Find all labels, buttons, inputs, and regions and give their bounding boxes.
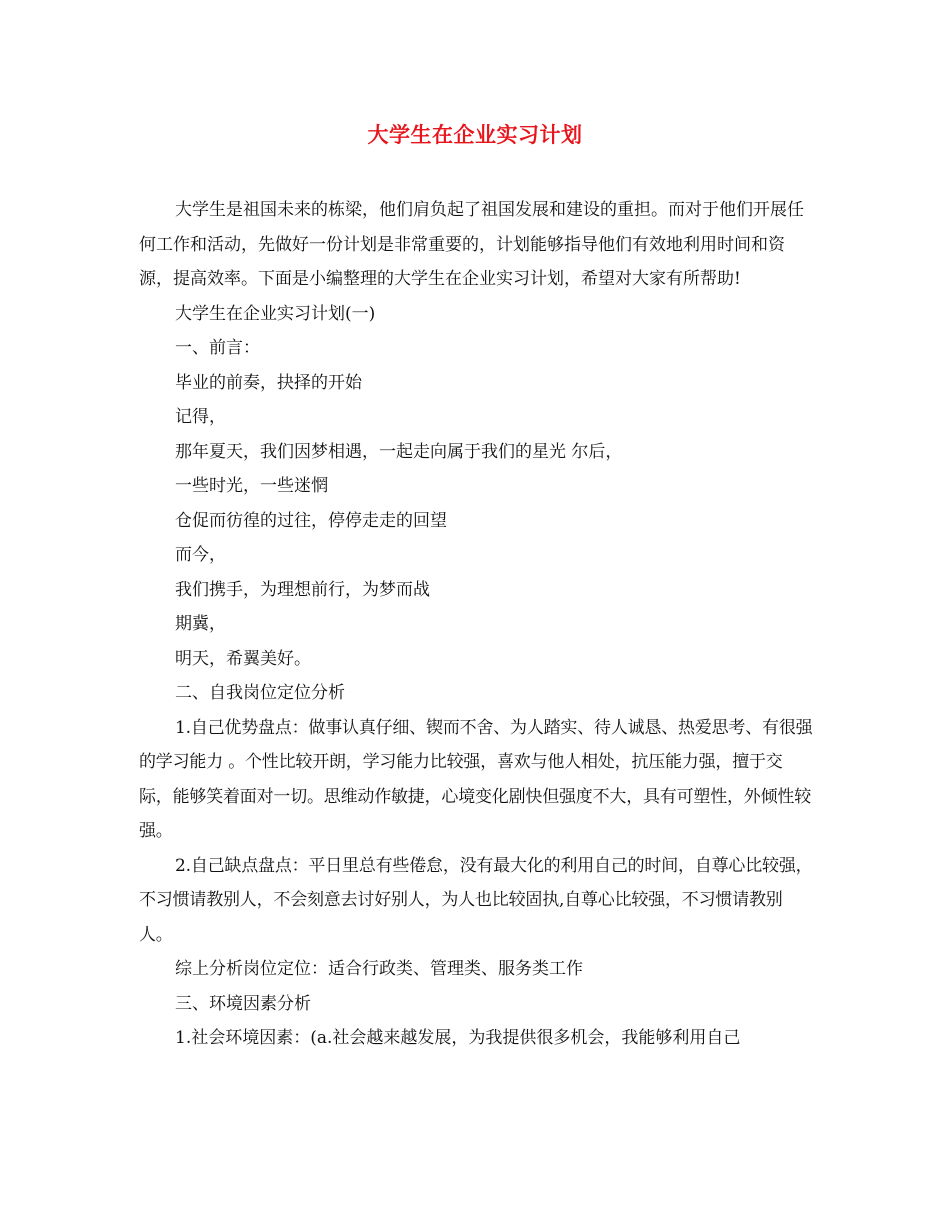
section-heading-environment: 三、环境因素分析 — [175, 993, 311, 1014]
poem-line: 一些时光，一些迷惘 — [175, 476, 328, 496]
section-plan-heading: 大学生在企业实习计划(一) — [175, 303, 376, 324]
social-environment-paragraph: 1.社会环境因素：(a.社会越来越发展，为我提供很多机会，我能够利用自己 — [175, 1028, 741, 1048]
poem-line: 仓促而彷徨的过往，停停走走的回望 — [175, 510, 447, 531]
poem-line: 那年夏天，我们因梦相遇，一起走向属于我们的星光 尔后， — [175, 441, 623, 462]
poem-line: 而今， — [175, 545, 226, 565]
section-heading-preface: 一、前言： — [175, 338, 260, 358]
strengths-paragraph: 1.自己优势盘点：做事认真仔细、锲而不舍、为人踏实、待人诚恳、热爱思考、有很强的学习能力 。个性比较开朗，学习能力比较强，喜欢与他人相处，抗压能力强，擅于交际，能够笑着面对一切。思维动作敏捷，心境变化剧快但强度不大，具有可塑性，外倾性较强。 — [139, 717, 813, 841]
poem-line: 毕业的前奏，抉择的开始 — [175, 372, 362, 393]
document-body — [139, 193, 815, 1056]
poem-line: 记得， — [175, 407, 226, 427]
weaknesses-paragraph: 2.自己缺点盘点：平日里总有些倦怠，没有最大化的利用自己的时间，自尊心比较强，不习惯请教别人，不会刻意去讨好别人，为人也比较固执,自尊心比较强，不习惯请教别人。 — [139, 855, 813, 945]
poem-line: 明天，希翼美好。 — [175, 648, 311, 669]
poem-line: 期冀， — [175, 614, 226, 634]
intro-paragraph: 大学生是祖国未来的栋梁，他们肩负起了祖国发展和建设的重担。而对于他们开展任何工作和活动，先做好一份计划是非常重要的，计划能够指导他们有效地利用时间和资源，提高效率。下面是小编整理的大学生在企业实习计划，希望对大家有所帮助! — [139, 200, 804, 289]
document-title: 大学生在企业实习计划 — [367, 122, 583, 147]
section-heading-self-analysis: 二、自我岗位定位分析 — [175, 683, 345, 703]
position-summary: 综上分析岗位定位：适合行政类、管理类、服务类工作 — [175, 959, 583, 979]
poem-line: 我们携手，为理想前行，为梦而战 — [175, 579, 430, 600]
